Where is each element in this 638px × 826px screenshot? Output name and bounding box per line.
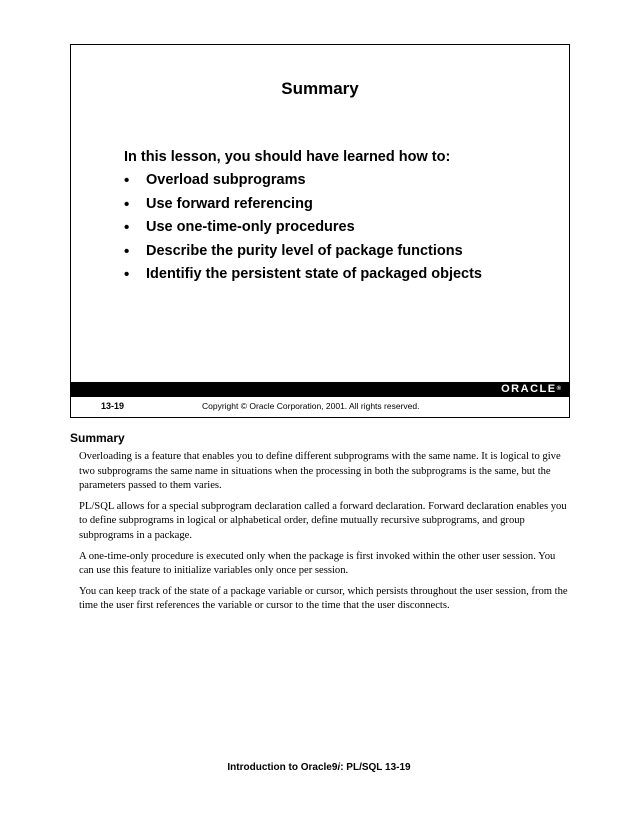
slide-number: 13-19	[101, 401, 125, 411]
bullet-icon: •	[124, 242, 130, 260]
notes-paragraph: A one-time-only procedure is executed only when the package is first invoked within the other user session. You can use this feature to initialize variables only once per session.	[79, 550, 556, 577]
bullet-item	[124, 169, 482, 193]
bullet-item	[124, 193, 482, 217]
slide-bullet-list	[124, 169, 482, 287]
bullet-item	[124, 216, 482, 240]
bullet-item	[124, 240, 482, 264]
notes-paragraph: You can keep track of the state of a package variable or cursor, which persists throughout the user session, from the time the user first references the variable or cursor to the time that the user disconnects.	[79, 585, 568, 612]
oracle-brand-bar	[71, 382, 569, 397]
oracle-logo-text: ORACLE	[501, 383, 557, 395]
slide-intro: In this lesson, you should have learned how to:	[124, 149, 451, 165]
registered-mark: ®	[556, 386, 561, 392]
slide-footer	[71, 397, 569, 418]
footer-title-suffix: : PL/SQL 13-19	[340, 762, 411, 773]
notes-heading: Summary	[70, 431, 125, 445]
notes-paragraph: Overloading is a feature that enables you to define different subprograms with the same name. It is logical to give two subprograms the same name in situations when the processing in both the subprograms is the same, but the parameters passed to them varies.	[79, 451, 561, 492]
slide-frame	[70, 44, 570, 418]
notes-body	[79, 450, 569, 620]
bullet-text: Describe the purity level of package functions	[146, 242, 463, 259]
copyright-notice: Copyright © Oracle Corporation, 2001. All rights reserved.	[202, 401, 420, 411]
oracle-logo	[501, 382, 561, 397]
bullet-text: Identifiy the persistent state of packaged objects	[146, 266, 482, 282]
bullet-icon: •	[124, 195, 130, 213]
bullet-icon: •	[124, 266, 130, 283]
bullet-icon: •	[124, 172, 130, 189]
bullet-text: Use one-time-only procedures	[146, 219, 355, 235]
slide-title: Summary	[281, 79, 359, 98]
page-footer	[0, 762, 638, 773]
footer-title-italic: i	[337, 762, 341, 773]
bullet-item	[124, 263, 482, 287]
notes-paragraph: PL/SQL allows for a special subprogram declaration called a forward declaration. Forward declaration enables you to define subprograms in logical or alphabetical order, define mutually recursive subprograms, and group subprograms in a package.	[79, 500, 567, 541]
footer-title-prefix: Introduction to Oracle9	[227, 762, 338, 773]
bullet-text: Use forward referencing	[146, 195, 313, 212]
bullet-text: Overload subprograms	[146, 172, 306, 188]
bullet-icon: •	[124, 219, 130, 236]
